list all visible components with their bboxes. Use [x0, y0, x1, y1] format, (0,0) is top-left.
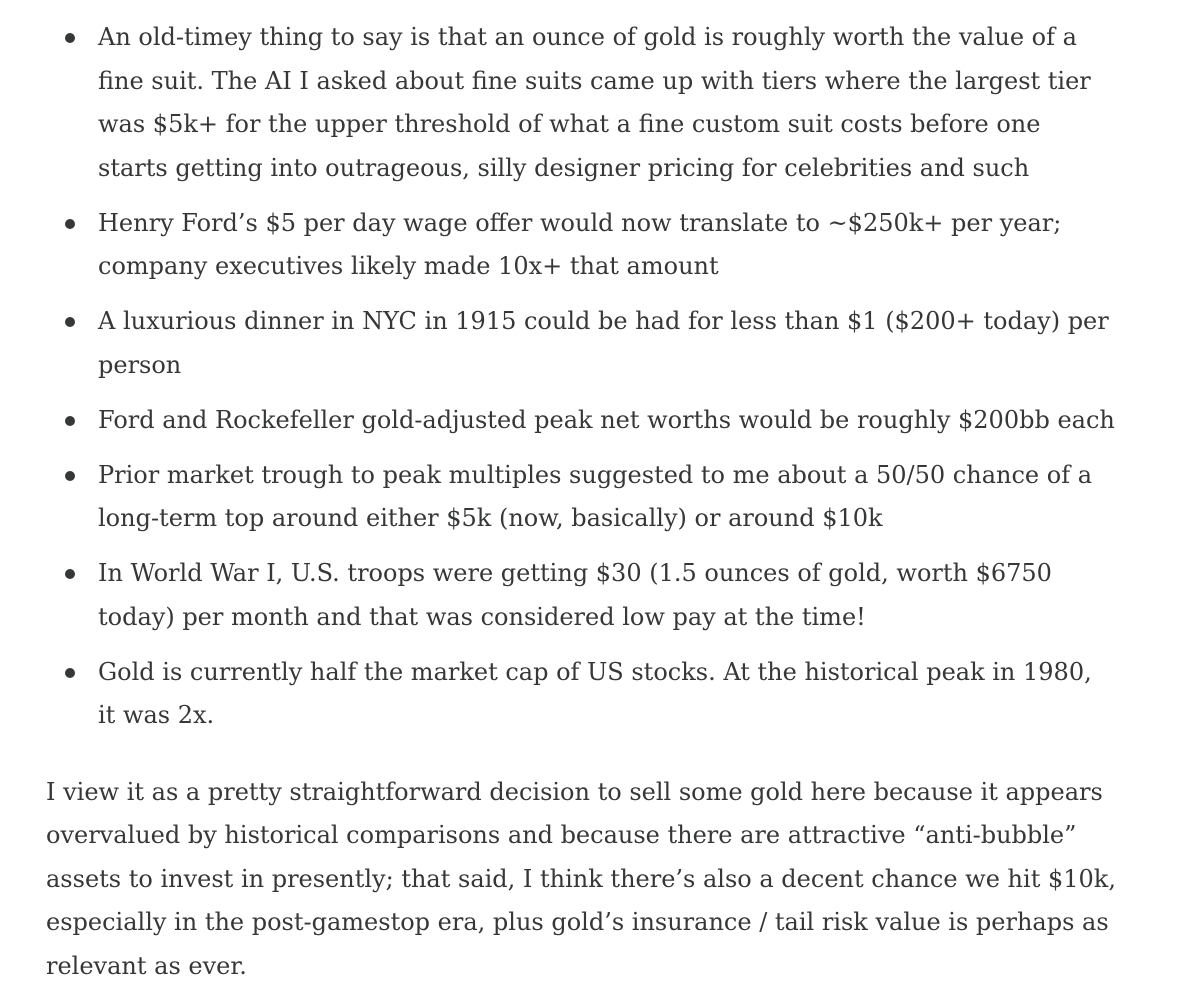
list-item: [46, 454, 1116, 541]
list-item-text: Henry Ford’s $5 per day wage offer would now translate to ~$250k+ per year; company executives likely made 10x+ that amount: [98, 208, 1062, 280]
bullet-dot-icon: [65, 317, 75, 327]
list-item: [46, 16, 1116, 190]
list-item-text: Ford and Rockefeller gold-adjusted peak net worths would be roughly $200bb each: [98, 405, 1115, 434]
list-item: [46, 300, 1116, 387]
bullet-dot-icon: [65, 416, 75, 426]
list-item-text: Gold is currently half the market cap of US stocks. At the historical peak in 1980, it was 2x.: [98, 657, 1092, 729]
bullet-dot-icon: [65, 569, 75, 579]
bullet-dot-icon: [65, 33, 75, 43]
list-item: [46, 552, 1116, 639]
bullet-dot-icon: [65, 471, 75, 481]
bullet-list: [46, 16, 1116, 738]
list-item: [46, 202, 1116, 289]
bullet-dot-icon: [65, 668, 75, 678]
list-item: [46, 399, 1116, 443]
list-item-text: An old-timey thing to say is that an ounce of gold is roughly worth the value of a fine suit. The AI I asked about fine suits came up with tiers where the largest tier was $5k+ for the upper threshold of what a fine custom suit costs before one starts getting into outrageous, silly designer pricing for celebrities and such: [98, 23, 1091, 182]
list-item: [46, 651, 1116, 738]
list-item-text: Prior market trough to peak multiples suggested to me about a 50/50 chance of a long-term top around either $5k (now, basically) or around $10k: [98, 460, 1093, 532]
list-item-text: In World War I, U.S. troops were getting $30 (1.5 ounces of gold, worth $6750 today) per month and that was considered low pay at the time!: [98, 559, 1052, 631]
closing-paragraph: I view it as a pretty straightforward decision to sell some gold here because it appears overvalued by historical comparisons and because there are attractive “anti-bubble” assets to invest in presently; that said, I think there’s also a decent chance we hit $10k, especially in the post-gamestop era, plus gold’s insurance / tail risk value is perhaps as relevant as ever.: [46, 777, 1116, 980]
list-item-text: A luxurious dinner in NYC in 1915 could be had for less than $1 ($200+ today) per person: [98, 307, 1109, 379]
article-body: [46, 0, 1116, 988]
bullet-dot-icon: [65, 219, 75, 229]
